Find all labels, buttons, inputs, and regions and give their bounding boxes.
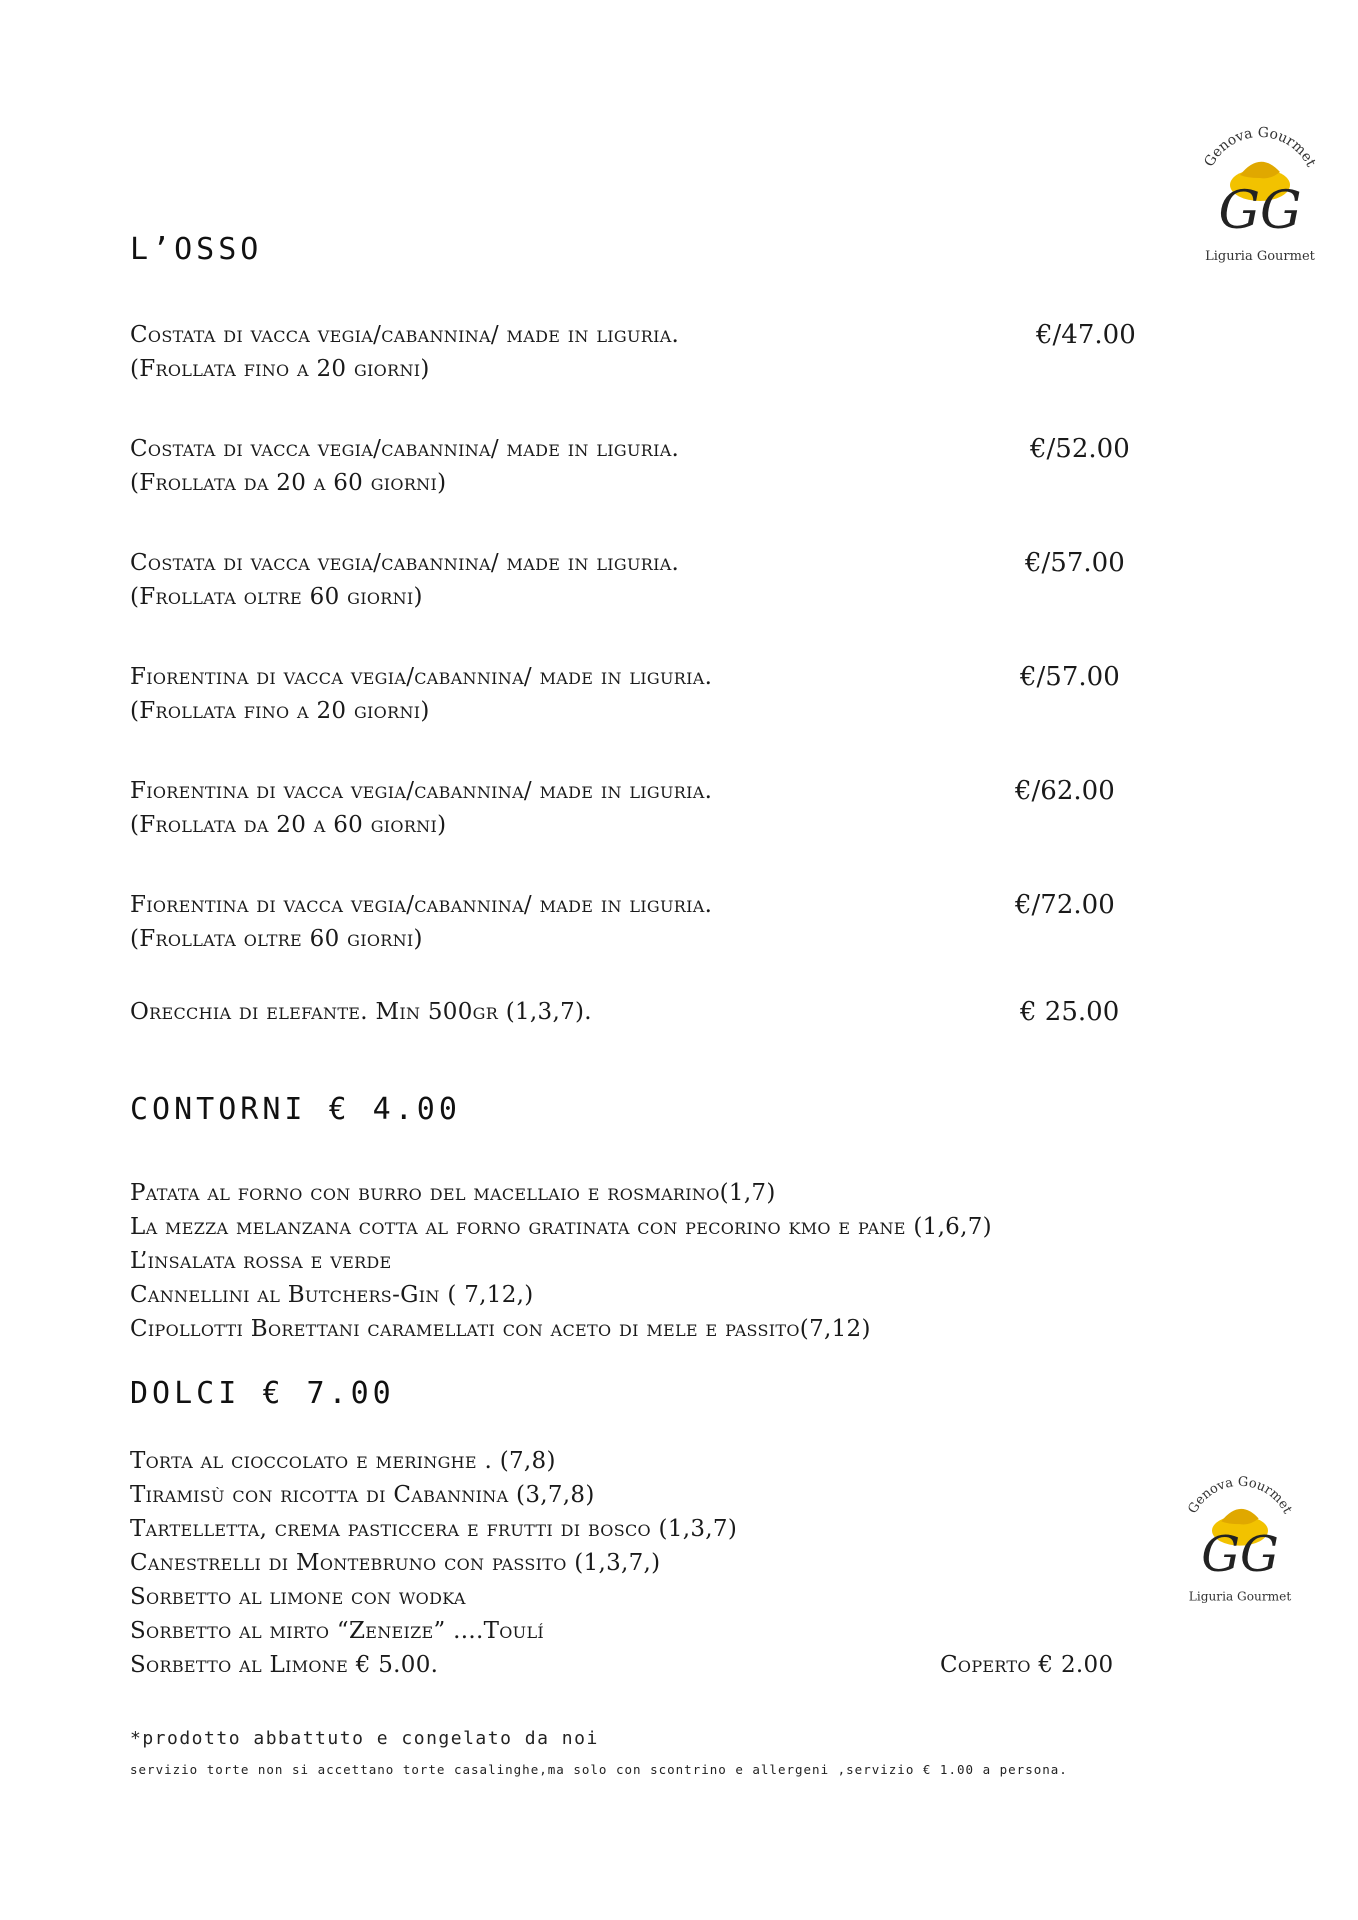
item-name: Orecchia di elefante. Min 500gr (1,3,7). <box>130 999 592 1025</box>
dolci-list <box>130 1444 737 1682</box>
item-price: €/62.00 <box>1015 776 1115 806</box>
contorni-list <box>130 1176 992 1346</box>
item-aging: (Frollata fino a 20 giorni) <box>130 356 430 382</box>
coperto-label: Coperto € 2.00 <box>940 1652 1114 1678</box>
item-price: €/47.00 <box>1036 320 1136 350</box>
item-name: Costata di vacca vegia/cabannina/ made in liguria. <box>130 436 680 462</box>
section-title-contorni: CONTORNI € 4.00 <box>130 1092 461 1127</box>
logo-sub-text: Liguria Gourmet <box>1188 1589 1292 1604</box>
section-title-dolci: DOLCI € 7.00 <box>130 1376 395 1411</box>
note-frozen: *prodotto abbattuto e congelato da noi <box>130 1728 599 1749</box>
logo-icon <box>1185 120 1335 270</box>
logo-monogram: GG <box>1218 181 1302 241</box>
item-price: €/57.00 <box>1025 548 1125 578</box>
item-aging: (Frollata oltre 60 giorni) <box>130 584 423 610</box>
list-item: Cannellini al Butchers-Gin ( 7,12,) <box>130 1282 534 1308</box>
list-item: Torta al cioccolato e meringhe . (7,8) <box>130 1448 556 1474</box>
list-item: L’insalata rossa e verde <box>130 1248 392 1274</box>
section-title-osso: L’OSSO <box>130 232 263 267</box>
logo-arc-text: Genova Gourmet <box>1201 124 1319 170</box>
list-item: Cipollotti Borettani caramellati con aceto di mele e passito(7,12) <box>130 1316 871 1342</box>
item-name: Costata di vacca vegia/cabannina/ made in liguria. <box>130 550 680 576</box>
brand-logo-bottom <box>1170 1470 1310 1610</box>
item-name: Fiorentina di vacca vegia/cabannina/ made in liguria. <box>130 892 713 918</box>
list-item: Sorbetto al mirto “Zeneize” ....Toulí <box>130 1618 545 1644</box>
item-aging: (Frollata fino a 20 giorni) <box>130 698 430 724</box>
item-name: Fiorentina di vacca vegia/cabannina/ made in liguria. <box>130 664 713 690</box>
item-name: Fiorentina di vacca vegia/cabannina/ made in liguria. <box>130 778 713 804</box>
list-item: La mezza melanzana cotta al forno gratinata con pecorino kmo e pane (1,6,7) <box>130 1214 992 1240</box>
note-cake-service: servizio torte non si accettano torte casalinghe,ma solo con scontrino e allergeni ,servizio € 1.00 a persona. <box>130 1762 1068 1777</box>
list-item: Canestrelli di Montebruno con passito (1,3,7,) <box>130 1550 661 1576</box>
item-price: €/57.00 <box>1020 662 1120 692</box>
logo-icon <box>1170 1470 1310 1610</box>
list-item: Tiramisù con ricotta di Cabannina (3,7,8) <box>130 1482 595 1508</box>
item-aging: (Frollata da 20 a 60 giorni) <box>130 812 447 838</box>
item-price: € 25.00 <box>1020 997 1120 1027</box>
item-price: €/72.00 <box>1015 890 1115 920</box>
logo-sub-text: Liguria Gourmet <box>1205 249 1315 264</box>
item-price: €/52.00 <box>1030 434 1130 464</box>
brand-logo-top <box>1185 120 1335 270</box>
list-item: Patata al forno con burro del macellaio e rosmarino(1,7) <box>130 1180 776 1206</box>
logo-monogram: GG <box>1201 1526 1279 1583</box>
list-item: Sorbetto al Limone € 5.00. <box>130 1652 439 1678</box>
item-name: Costata di vacca vegia/cabannina/ made in liguria. <box>130 322 680 348</box>
logo-arc-text: Genova Gourmet <box>1185 1474 1295 1517</box>
item-aging: (Frollata da 20 a 60 giorni) <box>130 470 447 496</box>
list-item: Sorbetto al limone con wodka <box>130 1584 466 1610</box>
list-item: Tartelletta, crema pasticcera e frutti di bosco (1,3,7) <box>130 1516 738 1542</box>
item-aging: (Frollata oltre 60 giorni) <box>130 926 423 952</box>
